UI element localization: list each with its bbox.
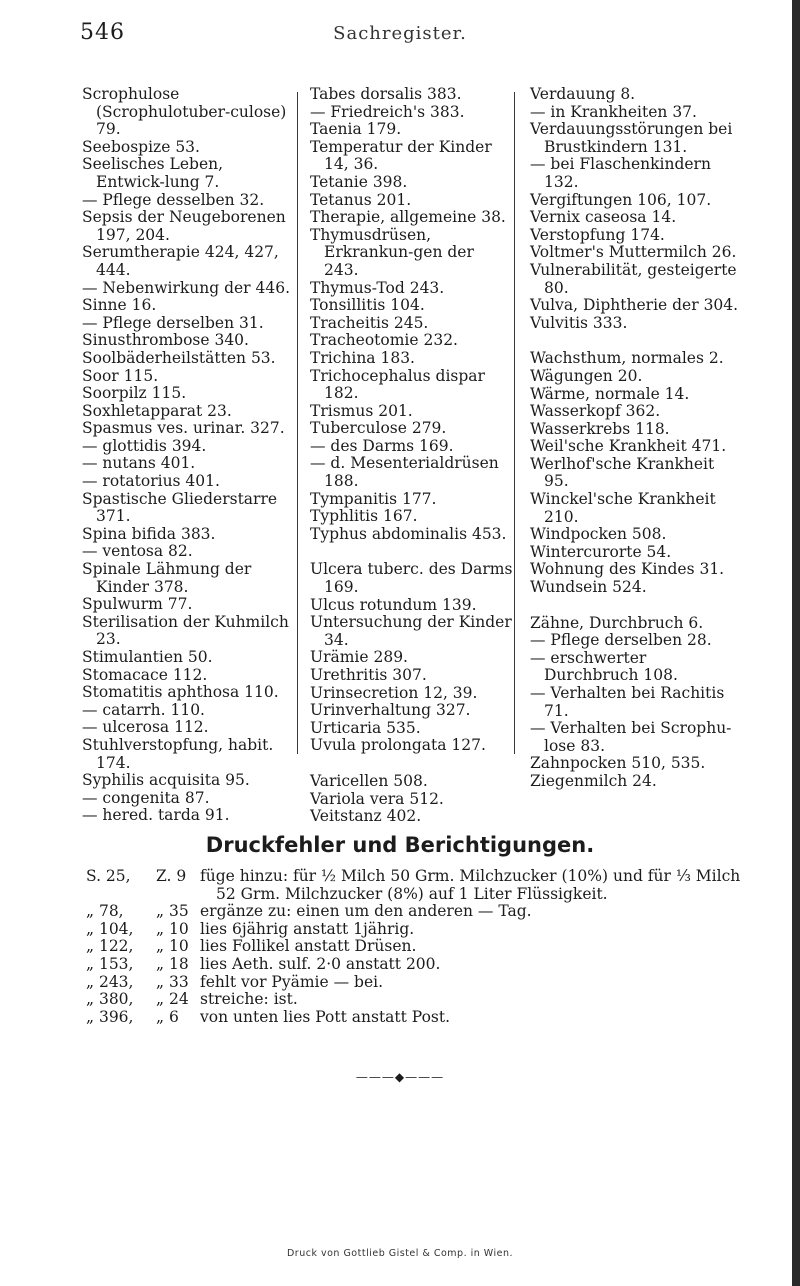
index-entry: Winckel'sche Krankheit 210. [530,490,716,526]
index-entry: Thymus-Tod 243. [310,278,445,297]
errata-text: von unten lies Pott anstatt Post. [200,1007,451,1026]
errata-page-ref: „ 104, [86,919,134,938]
errata-row [86,886,776,904]
index-entry: Sterilisation der Kuhmilch 23. [82,612,289,649]
errata-row [86,921,776,939]
index-entry: Variola vera 512. [310,789,444,808]
index-entry: Wundsein 524. [530,578,647,597]
index-entry: Urticaria 535. [310,718,421,737]
index-entry: Wägungen 20. [530,366,643,385]
index-entry: — erschwerter Durchbruch 108. [530,648,678,685]
index-entry: — Friedreich's 383. [310,102,465,121]
index-entry: — hered. tarda 91. [82,806,230,825]
index-entry: Ziegenmilch 24. [530,771,657,790]
index-entry: Ulcera tuberc. des Darms 169. [310,560,513,597]
index-entry: — Verhalten bei Scrophu-lose 83. [530,719,732,755]
errata-line-ref: „ 10 [156,937,189,956]
index-entry: Vulva, Diphtherie der 304. [530,296,739,315]
index-entry: — Verhalten bei Rachitis 71. [530,684,725,720]
index-entry: Zähne, Durchbruch 6. [530,613,704,632]
errata-page-ref: „ 153, [86,954,134,973]
errata-text: fehlt vor Pyämie — bei. [200,972,384,991]
errata-page-ref: „ 78, [86,902,124,921]
index-entry: Thymusdrüsen, Erkrankun-gen der 243. [310,225,474,279]
index-entry: Veitstanz 402. [310,807,422,826]
index-entry: — bei Flaschenkindern 132. [530,155,711,191]
index-column-3 [530,86,742,791]
index-entry: Seelisches Leben, Entwick-lung 7. [82,155,224,191]
index-entry: Vergiftungen 106, 107. [530,190,712,209]
errata-page-ref: „ 380, [86,990,134,1009]
errata-row [86,868,776,886]
index-entry: — catarrh. 110. [82,700,205,719]
index-entry: Varicellen 508. [310,771,428,790]
errata-list [86,868,776,1026]
errata-page-ref: S. 25, [86,867,131,885]
index-entry: Spastische Gliederstarre 371. [82,489,278,526]
index-entry: Spinale Lähmung der Kinder 378. [82,560,252,596]
index-entry: Wohnung des Kindes 31. [530,560,725,579]
printer-imprint: Druck von Gottlieb Gistel & Comp. in Wien. [286,1248,514,1259]
section-gap [310,543,513,561]
errata-line-ref: „ 35 [156,902,189,921]
index-entry: — ventosa 82. [82,542,193,561]
errata-text: lies Follikel anstatt Drüsen. [200,937,417,956]
column-divider [514,92,515,754]
section-gap [310,755,513,773]
index-entry: — d. Mesenterialdrüsen 188. [310,454,499,491]
index-entry: Untersuchung der Kinder 34. [310,613,512,649]
index-entry: Scrophulose (Scrophulotuber-culose) 79. [82,85,287,139]
ornament-divider: ———◆——— [355,1070,445,1084]
index-entry: Tracheitis 245. [310,313,429,332]
index-entry: — nutans 401. [82,454,196,473]
index-entry: Temperatur der Kinder 14, 36. [310,137,492,174]
errata-line-ref: Z. 9 [156,867,187,885]
index-entry: Sinne 16. [82,296,157,315]
index-entry: Tuberculose 279. [310,419,447,438]
index-entry: Soorpilz 115. [82,384,187,403]
index-entry: Urinverhaltung 327. [310,701,471,720]
index-entry: — glottidis 394. [82,436,207,455]
index-entry: Vernix caseosa 14. [530,208,677,227]
index-entry: Uvula prolongata 127. [310,736,486,755]
errata-row [86,938,776,956]
index-entry: Zahnpocken 510, 535. [530,754,706,773]
index-entry: Vulnerabilität, gesteigerte 80. [530,260,737,297]
errata-row [86,1009,776,1027]
index-entry: Tetanus 201. [310,190,412,209]
index-entry: Stuhlverstopfung, habit. 174. [82,735,274,772]
errata-text: ergänze zu: einen um den anderen — Tag. [200,902,532,921]
column-divider [297,92,298,754]
index-entry: Trichocephalus dispar 182. [310,366,485,403]
index-entry: Werlhof'sche Krankheit 95. [530,454,715,491]
index-entry: Trichina 183. [310,348,415,367]
index-entry: Verdauungsstörungen bei Brustkindern 131. [530,120,733,156]
index-entry: — des Darms 169. [310,436,454,455]
index-entry: Windpocken 508. [530,525,667,544]
index-entry: Soxhletapparat 23. [82,401,232,420]
errata-row [86,974,776,992]
index-entry: Tabes dorsalis 383. [310,85,462,103]
page-header [0,20,800,50]
index-entry: Vulvitis 333. [530,313,628,332]
index-entry: — congenita 87. [82,788,210,807]
index-entry: Typhlitis 167. [310,507,418,526]
index-entry: Tetanie 398. [310,172,408,191]
page-number: 546 [80,20,125,45]
index-entry: Stimulantien 50. [82,648,213,666]
index-entry: Spasmus ves. urinar. 327. [82,419,285,438]
index-entry: Ulcus rotundum 139. [310,595,477,614]
errata-row [86,903,776,921]
errata-line-ref: „ 6 [156,1007,179,1026]
errata-text: lies Aeth. sulf. 2·0 anstatt 200. [200,954,441,973]
errata-heading: Druckfehler und Berichtigungen. [205,833,595,857]
index-entry: Wachsthum, normales 2. [530,349,724,368]
index-entry: Wintercurorte 54. [530,542,672,561]
errata-text: lies 6jährig anstatt 1jährig. [200,919,415,938]
page-edge-shadow [792,0,800,1286]
index-entry: Syphilis acquisita 95. [82,771,250,790]
errata-line-ref: „ 33 [156,972,189,991]
errata-text: 52 Grm. Milchzucker (8%) auf 1 Liter Flüssigkeit. [216,884,608,903]
errata-row [86,991,776,1009]
errata-page-ref: „ 396, [86,1007,134,1026]
index-entry: Stomacace 112. [82,665,208,684]
index-entry: Urethritis 307. [310,666,427,684]
errata-line-ref: „ 18 [156,954,189,973]
index-entry: Spina bifida 383. [82,524,216,543]
index-entry: Sepsis der Neugeborenen 197, 204. [82,208,286,244]
index-entry: Therapie, allgemeine 38. [310,208,506,227]
section-gap [530,332,742,350]
index-entry: — in Krankheiten 37. [530,102,697,121]
index-column-1 [82,86,292,825]
index-entry: — Pflege desselben 32. [82,190,265,209]
errata-row [86,956,776,974]
index-entry: — Pflege derselben 28. [530,631,712,650]
index-entry: Verstopfung 174. [530,225,665,244]
section-gap [530,597,742,615]
index-entry: — Pflege derselben 31. [82,313,264,332]
index-entry: Wasserkrebs 118. [530,419,670,438]
running-title: Sachregister. [333,23,467,44]
index-entry: Stomatitis aphthosa 110. [82,683,279,702]
index-entry: Sinusthrombose 340. [82,331,249,350]
index-entry: Soolbäderheilstätten 53. [82,348,276,367]
index-entry: Urinsecretion 12, 39. [310,683,478,702]
errata-text: füge hinzu: für ½ Milch 50 Grm. Milchzucker (10%) und für ⅓ Milch [200,867,741,885]
index-entry: Urämie 289. [310,648,408,667]
errata-page-ref: „ 243, [86,972,134,991]
index-entry: Trismus 201. [310,401,413,420]
index-entry: — Nebenwirkung der 446. [82,278,291,297]
errata-text: streiche: ist. [200,990,298,1009]
index-entry: Typhus abdominalis 453. [310,524,507,543]
index-entry: Spulwurm 77. [82,595,193,614]
errata-page-ref: „ 122, [86,937,134,956]
index-entry: Voltmer's Muttermilch 26. [530,243,737,262]
index-entry: Seebospize 53. [82,137,200,156]
index-entry: Tympanitis 177. [310,489,437,508]
index-entry: Tonsillitis 104. [310,296,425,315]
index-entry: Wärme, normale 14. [530,384,690,403]
index-entry: — rotatorius 401. [82,472,220,491]
errata-line-ref: „ 24 [156,990,189,1009]
index-entry: Verdauung 8. [530,85,636,103]
index-entry: — ulcerosa 112. [82,718,209,737]
index-entry: Wasserkopf 362. [530,402,661,421]
index-entry: Soor 115. [82,366,159,385]
errata-line-ref: „ 10 [156,919,189,938]
index-entry: Serumtherapie 424, 427, 444. [82,243,279,279]
index-entry: Tracheotomie 232. [310,331,458,350]
index-column-2 [310,86,513,826]
index-entry: Taenia 179. [310,120,402,139]
index-entry: Weil'sche Krankheit 471. [530,437,727,456]
